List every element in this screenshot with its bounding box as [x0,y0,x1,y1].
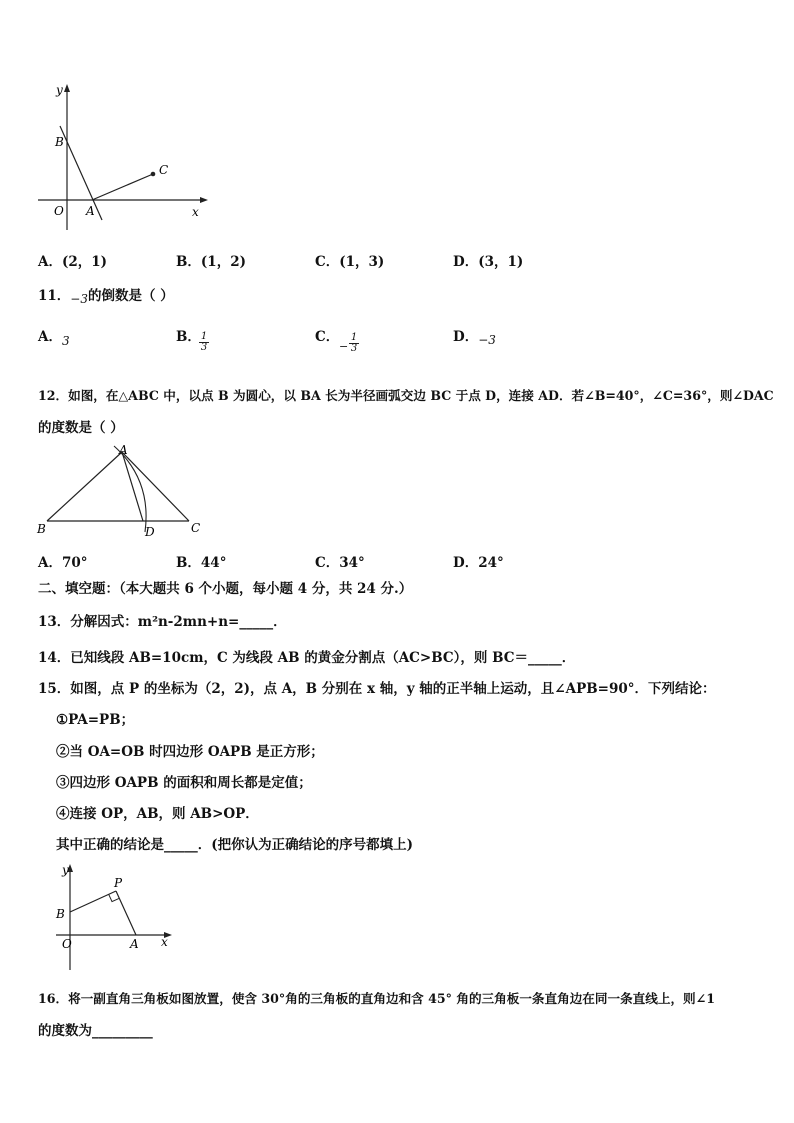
q12-fig-d-label: D [145,525,155,539]
q12-fig-a-label: A [119,443,128,457]
q10-fig-o-label: O [54,204,64,218]
q11-stem [38,284,174,304]
q10-option-c: C．(1，3) [315,254,385,270]
q10-fig-a-label: A [86,204,95,218]
q11-option-d-value: −3 [478,333,496,347]
q10-fig-b-label: B [55,135,64,149]
q10-fig-y-label: y [56,83,63,97]
q12-stem-line1: 12．如图，在△ABC 中，以点 B 为圆心，以 BA 长为半径画弧交边 BC 于点 D，连接 AD．若∠B=40°，∠C=36°，则∠DAC [38,388,774,403]
q12-fig-b-label: B [37,522,46,536]
q11-option-c [315,325,358,354]
q11-option-c-label: C． [315,329,340,345]
q15-stem: 15．如图，点 P 的坐标为（2，2)，点 A，B 分别在 x 轴，y 轴的正半轴上运动，且∠APB=90°．下列结论： [38,681,716,697]
q11-option-c-numerator: 1 [350,332,358,343]
q15-conclusion-3: ③四边形 OAPB 的面积和周长都是定值； [56,775,312,791]
q13-text: 13．分解因式：m²n-2mn+n=_____． [38,614,287,630]
q10-fig-c-label: C [159,163,169,177]
q12-option-b: B．44° [176,555,227,571]
q11-option-c-denominator: 3 [350,343,358,354]
q15-conclusion-2: ②当 OA=OB 时四边形 OAPB 是正方形； [56,744,324,760]
q12-stem-line2: 的度数是（ ） [38,420,124,436]
q11-option-b-fraction [199,332,209,353]
q11-option-a-label: A． [38,329,62,345]
q14-text: 14．已知线段 AB=10cm，C 为线段 AB 的黄金分割点（AC>BC），则 BC＝_____． [38,650,576,666]
q12-option-c: C．34° [315,555,365,571]
q11-option-d-label: D． [453,329,479,345]
q15-figure [54,860,178,972]
q11-option-a-value: 3 [61,334,70,348]
q16-line2: 的度数为_________ [38,1023,153,1039]
q15-conclusion-1: ①PA=PB； [56,712,135,728]
q12-option-a: A．70° [38,555,88,571]
q12-fig-c-label: C [191,521,201,535]
q15-fig-b-label: B [56,907,65,921]
q11-expression: −3 [70,292,88,306]
q10-fig-x-label: x [192,205,199,219]
q16-line1: 16．将一副直角三角板如图放置，使含 30°角的三角板的直角边和含 45° 角的三角板一条直角边在同一条直线上，则∠1 [38,991,715,1006]
section-2-heading: 二、填空题：（本大题共 6 个小题，每小题 4 分，共 24 分.） [38,581,413,597]
q15-conclusion-4: ④连接 OP，AB，则 AB>OP． [56,806,259,822]
q11-option-b-denominator: 3 [200,342,208,353]
q15-fig-o-label: O [62,937,72,951]
q11-option-c-sign: − [339,340,349,353]
q15-fig-p-label: P [114,876,123,890]
q11-option-b-label: B． [176,329,201,345]
q11-option-c-fraction [349,333,359,354]
q11-option-b-numerator: 1 [200,331,208,342]
q11-option-a [38,325,70,348]
q11-number: 11． [38,288,71,304]
q10-option-b: B．(1，2) [176,254,246,270]
q10-option-a: A．(2，1) [38,254,108,270]
q15-fig-x-label: x [161,935,168,949]
q15-tail: 其中正确的结论是_____．(把你认为正确结论的序号都填上) [56,837,414,853]
q12-option-d: D．24° [453,555,504,571]
q15-fig-y-label: y [62,863,69,877]
q11-option-b [176,325,208,353]
q15-fig-a-label: A [130,937,139,951]
q10-option-d: D．(3，1) [453,254,524,270]
q11-stem-text: 的倒数是（ ） [88,288,174,304]
q10-figure [34,80,214,240]
q11-option-d [453,325,496,345]
q12-figure [34,440,214,540]
